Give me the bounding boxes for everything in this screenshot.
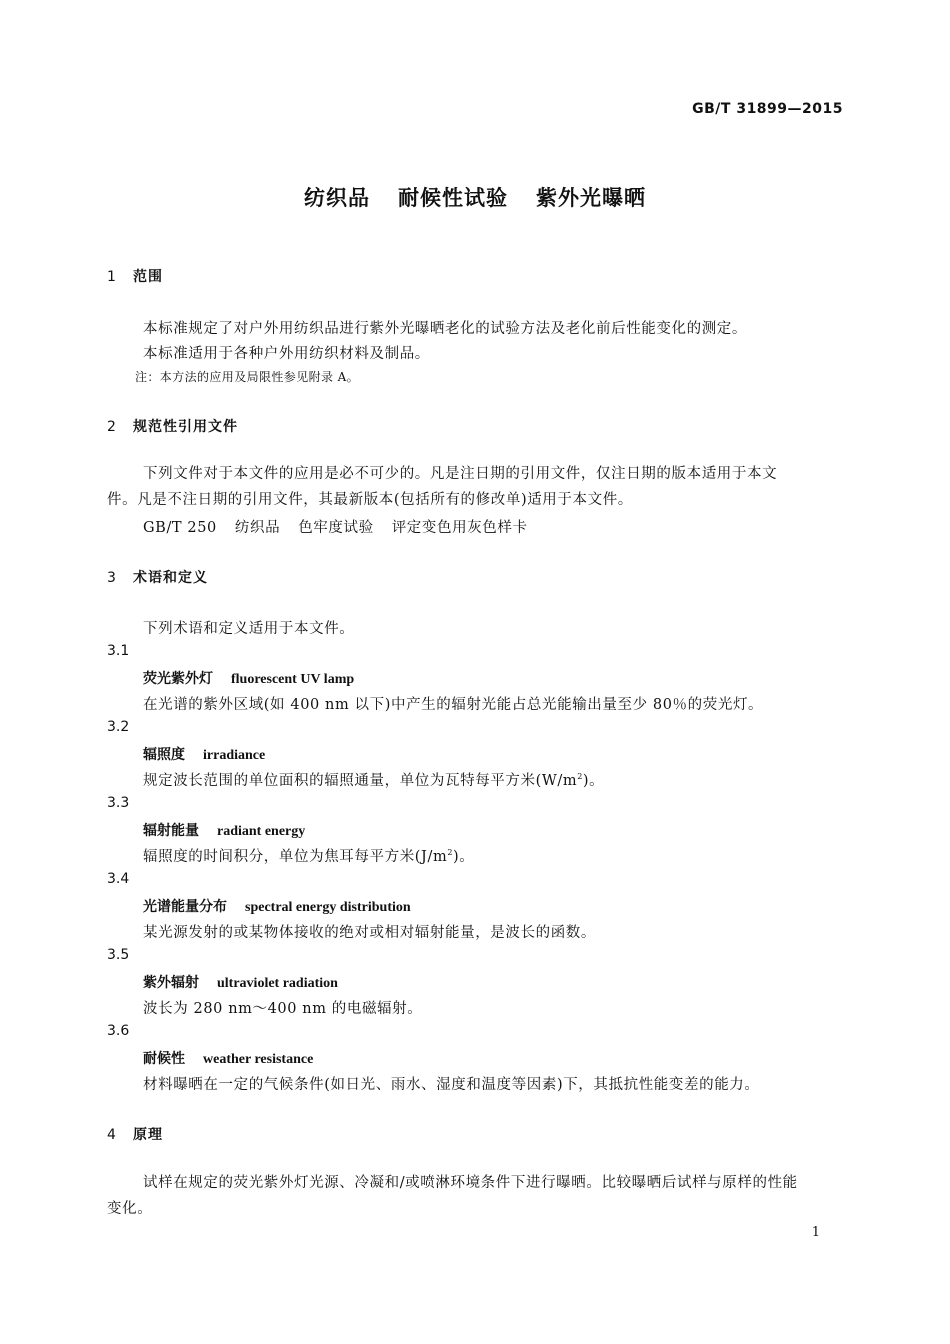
- document-title: [0, 182, 950, 212]
- term-3-2-name: 辐照度 irradiance: [143, 747, 266, 763]
- term-3-1-name: 荧光紫外灯 fluorescent UV lamp: [143, 671, 355, 687]
- term-3-1-definition: 在光谱的紫外区域(如 400 nm 以下)中产生的辐射光能占总光能输出量至少 80％的荧光灯。: [143, 697, 764, 713]
- section-1-note: 注：本方法的应用及局限性参见附录 A。: [135, 370, 360, 384]
- term-3-4-definition: 某光源发射的或某物体接收的绝对或相对辐射能量，是波长的函数。: [143, 925, 596, 941]
- term-3-2-definition: 规定波长范围的单位面积的辐照通量，单位为瓦特每平方米$(W/m^2)$。: [143, 772, 605, 789]
- term-3-6-name: 耐候性 weather resistance: [143, 1051, 314, 1067]
- section-4-heading: 4 原理: [107, 1127, 163, 1143]
- section-1-heading: 1 范围: [107, 269, 163, 285]
- section-2-paragraph-1: 下列文件对于本文件的应用是必不可少的。凡是注日期的引用文件，仅注日期的版本适用于本文件。凡是不注日期的引用文件，其最新版本(包括所有的修改单)适用于本文件。: [107, 466, 778, 508]
- section-1-paragraph-2: 本标准适用于各种户外用纺织材料及制品。: [143, 346, 430, 362]
- term-3-3-definition: 辐照度的时间积分，单位为焦耳每平方米$(J/m^2)$。: [143, 848, 475, 865]
- title-part-3: 紫外光曝晒: [536, 186, 646, 210]
- standard-code: GB/T 31899—2015: [692, 101, 843, 117]
- section-4-paragraph-1: 试样在规定的荧光紫外灯光源、冷凝和/或喷淋环境条件下进行曝晒。比较曝晒后试样与原样的性能变化。: [107, 1175, 798, 1217]
- term-3-1-number: 3.1: [107, 643, 130, 659]
- section-3-heading: 3 术语和定义: [107, 570, 208, 586]
- term-3-2-number: 3.2: [107, 719, 130, 735]
- term-3-6-number: 3.6: [107, 1023, 130, 1039]
- normative-reference: GB/T 250 纺织品 色牢度试验 评定变色用灰色样卡: [143, 520, 528, 536]
- term-3-4-number: 3.4: [107, 871, 130, 887]
- term-3-3-number: 3.3: [107, 795, 130, 811]
- term-3-6-definition: 材料曝晒在一定的气候条件(如日光、雨水、湿度和温度等因素)下，其抵抗性能变差的能力。: [143, 1077, 760, 1093]
- term-3-5-definition: 波长为 280 nm～400 nm 的电磁辐射。: [143, 1001, 423, 1017]
- term-3-3-name: 辐射能量 radiant energy: [143, 823, 306, 839]
- title-part-1: 纺织品: [304, 186, 370, 210]
- section-2-heading: 2 规范性引用文件: [107, 419, 238, 435]
- term-3-5-number: 3.5: [107, 947, 130, 963]
- term-3-5-name: 紫外辐射 ultraviolet radiation: [143, 975, 338, 991]
- section-1-paragraph-1: 本标准规定了对户外用纺织品进行紫外光曝晒老化的试验方法及老化前后性能变化的测定。: [143, 321, 747, 337]
- title-part-2: 耐候性试验: [398, 186, 508, 210]
- section-3-intro: 下列术语和定义适用于本文件。: [143, 621, 355, 637]
- page-number: 1: [811, 1225, 820, 1240]
- term-3-4-name: 光谱能量分布 spectral energy distribution: [143, 899, 411, 915]
